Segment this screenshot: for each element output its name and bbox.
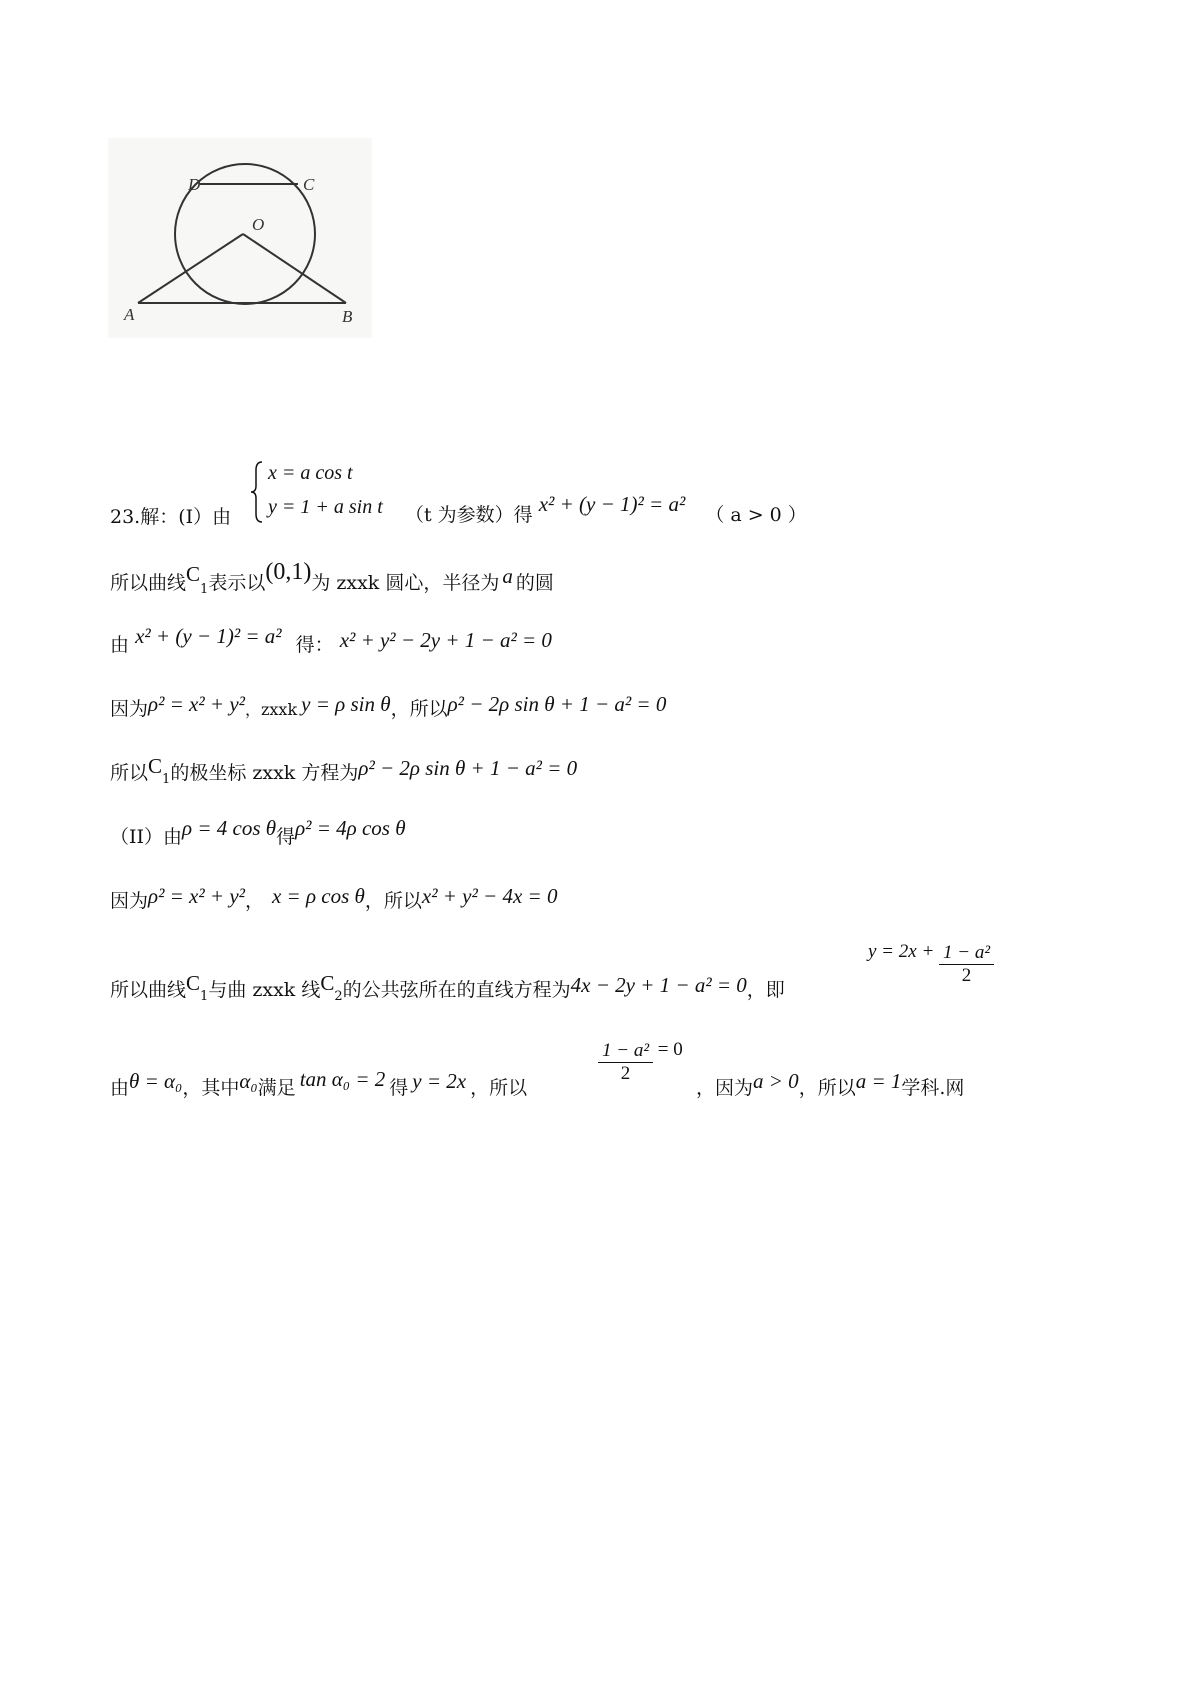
l7-t1: 因为 — [110, 890, 149, 912]
l1-eq: x² + (y − 1)² = a² — [538, 492, 686, 516]
l9-t2: ，其中 — [182, 1077, 240, 1099]
l2-t3: 为 zxxk 圆心，半径为 — [311, 572, 500, 594]
l8-t4: ，即 — [746, 979, 785, 1001]
l3-eq2: x² + y² − 2y + 1 − a² = 0 — [339, 628, 552, 652]
l7-t2: ， — [244, 890, 264, 912]
line-7 — [110, 886, 557, 913]
system-top: x = a cos t — [268, 462, 353, 484]
l4-eq3: ρ² − 2ρ sin θ + 1 − a² = 0 — [447, 692, 667, 716]
l2-t1: 所以曲线 — [110, 572, 187, 594]
left-brace — [250, 460, 264, 524]
l8-t1: 所以曲线 — [110, 979, 187, 1001]
l9-eq6: a = 1 — [855, 1069, 902, 1093]
l9-fraction — [598, 1040, 653, 1085]
l4-eq2: y = ρ sin θ — [301, 692, 391, 716]
label-b: B — [342, 307, 353, 326]
l8-frac-num: 1 − a² — [939, 942, 994, 965]
line-4 — [110, 694, 666, 721]
l5-t2: 的极坐标 zxxk 方程为 — [170, 762, 359, 784]
l1-prefix: 23.解：(I）由 — [110, 506, 232, 528]
l8-frac-den: 2 — [961, 965, 972, 986]
l8-c1: C — [186, 971, 201, 995]
l7-t3: ，所以 — [364, 890, 422, 912]
l9-eq3: y = 2x — [412, 1069, 467, 1093]
l8-c2: C — [320, 971, 335, 995]
line-1-rest — [405, 492, 807, 527]
l8-eq: 4x − 2y + 1 − a² = 0 — [570, 973, 747, 997]
l2-c-sub: 1 — [200, 582, 209, 597]
l5-eq: ρ² − 2ρ sin θ + 1 − a² = 0 — [358, 756, 578, 780]
l9-eq2: tan α₀ = 2 — [299, 1067, 386, 1091]
l9-t7: ，所以 — [798, 1077, 856, 1099]
line-5 — [110, 754, 578, 787]
l8-eq2-left: y = 2x + — [868, 940, 935, 962]
l9-eq5: a > 0 — [753, 1069, 799, 1093]
l9-t5: ，所以 — [470, 1077, 528, 1099]
l4-t1: 因为 — [110, 698, 149, 720]
l7-eq3: x² + y² − 4x = 0 — [421, 884, 558, 908]
system-bottom: y = 1 + a sin t — [268, 496, 383, 518]
l1-cond: （ a > 0 ） — [705, 504, 807, 526]
label-a: A — [124, 305, 135, 324]
l8-t2: 与曲 zxxk 线 — [208, 979, 321, 1001]
l9-t4: 得 — [389, 1077, 409, 1099]
l2-a: a — [502, 564, 513, 588]
l6-eq1: ρ = 4 cos θ — [182, 816, 277, 840]
l3-eq1: x² + (y − 1)² = a² — [135, 624, 282, 648]
l8-c1-sub: 1 — [200, 989, 209, 1004]
line-6 — [110, 816, 406, 849]
l8-t3: 的公共弦所在的直线方程为 — [342, 979, 571, 1001]
label-o: O — [252, 215, 265, 234]
l8-c2-sub: 2 — [334, 989, 343, 1004]
l9-frac-den: 2 — [620, 1063, 631, 1084]
l9-t3: 满足 — [257, 1077, 296, 1099]
line-9-fraction-eq — [598, 1040, 683, 1085]
line-2 — [110, 559, 554, 597]
l2-point: (0,1) — [265, 559, 312, 585]
l5-c-sub: 1 — [162, 772, 171, 787]
line-9-rest — [696, 1069, 965, 1100]
segment-oa — [138, 234, 243, 303]
l4-eq1: ρ² = x² + y² — [148, 692, 245, 716]
l9-eq1: θ = α₀ — [129, 1069, 183, 1093]
l2-t2: 表示以 — [208, 572, 266, 594]
l9-t8: 学科.网 — [901, 1077, 965, 1099]
label-c: C — [303, 175, 315, 194]
l6-eq2: ρ² = 4ρ cos θ — [295, 816, 406, 840]
line-1 — [110, 502, 231, 529]
l9-alpha: α₀ — [239, 1069, 258, 1093]
l4-t3: ，所以 — [390, 698, 448, 720]
l9-t6: ，因为 — [696, 1077, 754, 1099]
l3-t1: 由 — [110, 634, 130, 656]
line-3 — [110, 624, 552, 657]
line-8 — [110, 971, 785, 1004]
l6-t1: （II）由 — [110, 826, 183, 848]
l7-eq1: ρ² = x² + y² — [148, 884, 245, 908]
l5-t1: 所以 — [110, 762, 149, 784]
l8-fraction — [939, 942, 994, 987]
segment-ob — [243, 234, 346, 303]
parametric-system — [250, 460, 420, 530]
l1-param-note: （t 为参数）得 — [405, 504, 533, 526]
line-9 — [110, 1067, 528, 1100]
line-8-fraction-eq — [868, 942, 994, 987]
geometry-figure — [108, 138, 372, 338]
l9-eq4: = 0 — [657, 1038, 683, 1060]
l9-frac-num: 1 − a² — [598, 1040, 653, 1063]
l3-t2: 得： — [295, 634, 334, 656]
l2-c: C — [186, 562, 201, 586]
l7-eq2: x = ρ cos θ — [271, 884, 365, 908]
l5-c: C — [148, 754, 163, 778]
label-d: D — [188, 175, 201, 194]
l6-t2: 得 — [276, 826, 296, 848]
l9-t1: 由 — [110, 1077, 130, 1099]
l4-t2: ，zxxk — [244, 700, 298, 719]
l2-t4: 的圆 — [515, 572, 554, 594]
